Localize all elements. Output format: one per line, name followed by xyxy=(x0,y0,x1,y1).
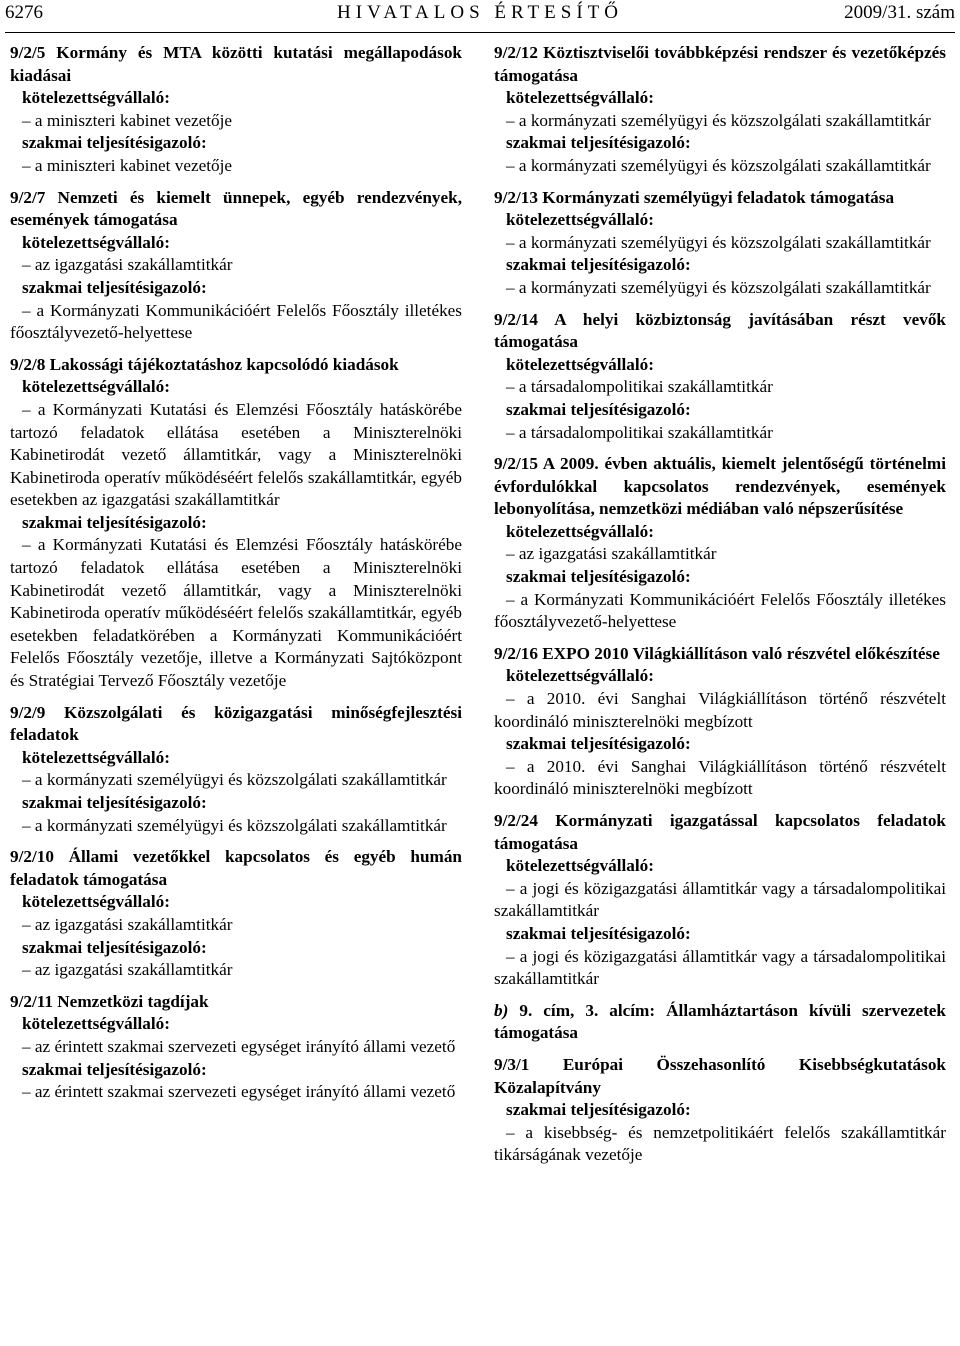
section-key: kötelezettségvállaló: xyxy=(22,88,170,108)
section-title: 9/2/7 Nemzeti és kiemelt ünnepek, egyéb rendezvények, események támogatása xyxy=(10,187,462,230)
budget-section xyxy=(10,354,462,693)
section-title: 9/2/15 A 2009. évben aktuális, kiemelt jelentőségű történelmi évfordulókkal kapcsolatos rendezvények, események lebonyolítása, nemzetközi médiában való népszerűsítése xyxy=(494,454,946,519)
section-title: 9/3/1 Európai Összehasonlító Kisebbségkutatások Közalapítvány xyxy=(494,1054,946,1097)
section-value: – a miniszteri kabinet vezetője xyxy=(22,155,232,175)
section-key: szakmai teljesítésigazoló: xyxy=(506,923,691,943)
section-key: szakmai teljesítésigazoló: xyxy=(22,277,207,297)
section-value: – a 2010. évi Sanghai Világkiállításon történő részvételt koordináló miniszterelnöki megbízott xyxy=(494,689,946,731)
section-key: szakmai teljesítésigazoló: xyxy=(506,255,691,275)
section-key: kötelezettségvállaló: xyxy=(22,1014,170,1034)
section-title: 9/2/24 Kormányzati igazgatással kapcsolatos feladatok támogatása xyxy=(494,811,946,853)
section-key: kötelezettségvállaló: xyxy=(506,856,654,876)
section-title: 9/2/14 A helyi közbiztonság javításában részt vevők támogatása xyxy=(494,309,946,352)
section-key: kötelezettségvállaló: xyxy=(506,354,654,374)
section-key: szakmai teljesítésigazoló: xyxy=(506,1100,691,1120)
budget-section xyxy=(494,810,946,991)
budget-section xyxy=(494,1054,946,1167)
section-key: kötelezettségvállaló: xyxy=(22,377,170,397)
subheading-marker: b) xyxy=(494,1000,509,1020)
section-value: – a Kormányzati Kutatási és Elemzési Főosztály hatáskörébe tartozó feladatok ellátása esetében a Miniszterelnöki Kabinetirodát vezető államtitkár, vagy a Miniszterelnöki Kabinetiroda operatív működéséért felelős szakállamtitkár, egyéb esetekben feladatkörében a Kormányzati Kommunikációért Felelős Főosztály vezetője, illetve a Kormányzati Sajtóközpont és Stratégiai Tervező Főosztály vezetője xyxy=(10,535,462,691)
subheading-text: 9. cím, 3. alcím: Államháztartáson kívüli szervezetek támogatása xyxy=(494,1000,946,1043)
section-key: szakmai teljesítésigazoló: xyxy=(506,399,691,419)
page-number: 6276 xyxy=(5,2,43,23)
section-value: – az igazgatási szakállamtitkár xyxy=(22,255,233,275)
section-value: – a kormányzati személyügyi és közszolgálati szakállamtitkár xyxy=(506,232,931,252)
section-key: szakmai teljesítésigazoló: xyxy=(22,133,207,153)
section-title: 9/2/10 Állami vezetőkkel kapcsolatos és egyéb humán feladatok támogatása xyxy=(10,847,462,889)
section-key: kötelezettségvállaló: xyxy=(22,232,170,252)
section-title: 9/2/13 Kormányzati személyügyi feladatok támogatása xyxy=(494,187,895,207)
section-value: – a jogi és közigazgatási államtitkár vagy a társadalompolitikai szakállamtitkár xyxy=(494,946,946,989)
section-value: – a kormányzati személyügyi és közszolgálati szakállamtitkár xyxy=(22,815,447,835)
section-value: – az érintett szakmai szervezeti egységet irányító állami vezető xyxy=(22,1082,456,1102)
budget-section xyxy=(10,846,462,982)
budget-section xyxy=(10,702,462,838)
section-key: kötelezettségvállaló: xyxy=(506,210,654,230)
section-key: szakmai teljesítésigazoló: xyxy=(22,937,207,957)
budget-section xyxy=(494,187,946,300)
publication-title: HIVATALOS ÉRTESÍTŐ xyxy=(337,2,623,23)
section-value: – a kormányzati személyügyi és közszolgálati szakállamtitkár xyxy=(506,155,931,175)
header-rule xyxy=(5,32,955,33)
section-value: – a kormányzati személyügyi és közszolgálati szakállamtitkár xyxy=(506,277,931,297)
section-title: 9/2/11 Nemzetközi tagdíjak xyxy=(10,991,209,1011)
right-column xyxy=(494,42,946,1176)
section-value: – a kormányzati személyügyi és közszolgálati szakállamtitkár xyxy=(22,770,447,790)
budget-section xyxy=(494,453,946,634)
section-key: szakmai teljesítésigazoló: xyxy=(506,567,691,587)
section-value: – a társadalompolitikai szakállamtitkár xyxy=(506,377,773,397)
section-value: – a kormányzati személyügyi és közszolgálati szakállamtitkár xyxy=(506,110,931,130)
section-key: kötelezettségvállaló: xyxy=(22,747,170,767)
section-value: – a Kormányzati Kutatási és Elemzési Főosztály hatáskörébe tartozó feladatok ellátása esetében a Miniszterelnöki Kabinetirodát vezető államtitkár, vagy a Miniszterelnöki Kabinetiroda operatív működéséért felelős szakállamtitkár, egyéb esetekben az igazgatási szakállamtitkár xyxy=(10,399,462,510)
section-value: – a miniszteri kabinet vezetője xyxy=(22,110,232,130)
budget-section xyxy=(10,991,462,1104)
section-value: – a társadalompolitikai szakállamtitkár xyxy=(506,422,773,442)
section-key: kötelezettségvállaló: xyxy=(506,521,654,541)
section-key: szakmai teljesítésigazoló: xyxy=(506,133,691,153)
section-value: – a 2010. évi Sanghai Világkiállításon történő részvételt koordináló miniszterelnöki megbízott xyxy=(494,756,946,799)
section-value: – az érintett szakmai szervezeti egységet irányító állami vezető xyxy=(22,1036,456,1056)
left-column xyxy=(10,42,462,1113)
issue-number: 2009/31. szám xyxy=(844,2,955,23)
section-title: 9/2/9 Közszolgálati és közigazgatási minőségfejlesztési feladatok xyxy=(10,702,462,745)
section-value: – a jogi és közigazgatási államtitkár vagy a társadalompolitikai szakállamtitkár xyxy=(494,878,946,921)
section-title: 9/2/8 Lakossági tájékoztatáshoz kapcsolódó kiadások xyxy=(10,354,399,374)
budget-section xyxy=(10,42,462,178)
section-key: szakmai teljesítésigazoló: xyxy=(506,734,691,754)
section-value: – az igazgatási szakállamtitkár xyxy=(22,914,233,934)
budget-section xyxy=(494,309,946,445)
budget-section xyxy=(494,643,946,801)
page-header xyxy=(5,2,955,28)
section-value: – a Kormányzati Kommunikációért Felelős Főosztály illetékes főosztályvezető-helyettese xyxy=(10,300,462,343)
section-title: 9/2/12 Köztisztviselői továbbképzési rendszer és vezetőképzés támogatása xyxy=(494,43,946,85)
section-key: szakmai teljesítésigazoló: xyxy=(22,512,207,532)
section-title: 9/2/16 EXPO 2010 Világkiállításon való részvétel előkészítése xyxy=(494,643,940,663)
section-key: kötelezettségvállaló: xyxy=(22,892,170,912)
subheading xyxy=(494,1000,946,1045)
section-key: kötelezettségvállaló: xyxy=(506,666,654,686)
budget-section xyxy=(10,187,462,345)
section-value: – az igazgatási szakállamtitkár xyxy=(506,544,717,564)
section-value: – a Kormányzati Kommunikációért Felelős Főosztály illetékes főosztályvezető-helyettese xyxy=(494,589,946,632)
budget-section xyxy=(494,42,946,178)
section-key: szakmai teljesítésigazoló: xyxy=(22,1059,207,1079)
section-value: – a kisebbség- és nemzetpolitikáért felelős szakállamtitkár tikárságának vezetője xyxy=(494,1122,946,1165)
section-key: szakmai teljesítésigazoló: xyxy=(22,793,207,812)
section-title: 9/2/5 Kormány és MTA közötti kutatási megállapodások kiadásai xyxy=(10,43,462,85)
section-value: – az igazgatási szakállamtitkár xyxy=(22,960,233,980)
section-key: kötelezettségvállaló: xyxy=(506,88,654,108)
